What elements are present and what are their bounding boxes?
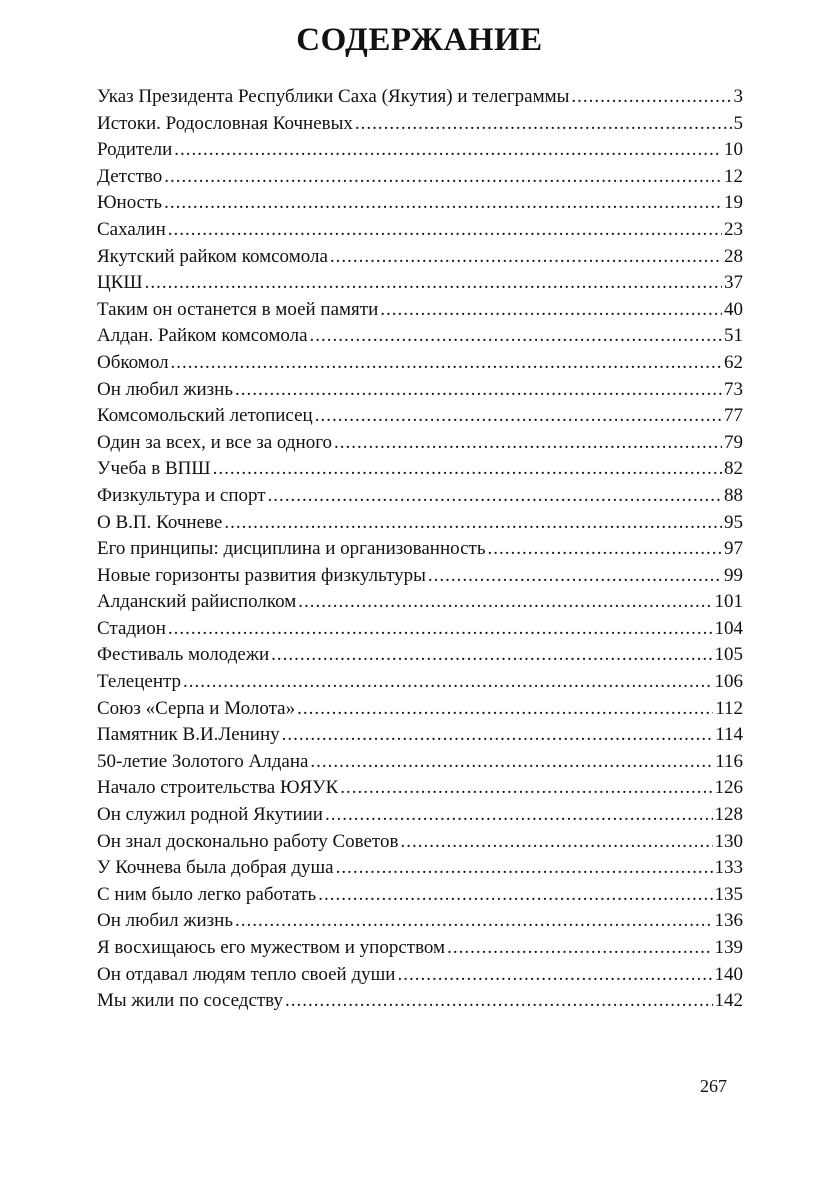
dot-leader xyxy=(297,696,713,723)
toc-entry-page: 19 xyxy=(724,192,743,214)
dot-leader xyxy=(145,270,722,297)
toc-entry-title: Физкультура и спорт xyxy=(97,484,266,506)
toc-entry-title: Учеба в ВПШ xyxy=(97,458,211,480)
toc-entry-title: Он любил жизнь xyxy=(97,378,234,400)
toc-entry xyxy=(97,589,743,616)
toc-entry xyxy=(97,377,743,404)
toc-entry-page: 112 xyxy=(715,697,743,719)
dot-leader xyxy=(168,616,713,643)
dot-leader xyxy=(325,802,713,829)
toc-entry xyxy=(97,696,743,723)
toc-entry-page: 114 xyxy=(715,724,743,746)
toc-entry-title: Фестиваль молодежи xyxy=(97,644,270,666)
toc-entry-page: 105 xyxy=(714,644,743,666)
toc-entry-title: Стадион xyxy=(97,617,166,639)
dot-leader xyxy=(235,377,722,404)
toc-entry-page: 88 xyxy=(724,484,743,506)
toc-entry-title: Он любил жизнь xyxy=(97,910,234,932)
toc-entry-page: 116 xyxy=(715,750,743,772)
toc-entry-title: С ним было легко работать xyxy=(97,883,317,905)
dot-leader xyxy=(428,563,722,590)
toc-entry xyxy=(97,563,743,590)
toc-entry-title: Я восхищаюсь его мужеством и упорством xyxy=(97,937,446,958)
dot-leader xyxy=(397,962,712,989)
toc-entry xyxy=(97,403,743,430)
toc-entry-title: Мы жили по соседству xyxy=(97,990,284,1012)
toc-entry xyxy=(97,775,743,802)
toc-entry-title: Якутский райком комсомола xyxy=(97,245,328,267)
dot-leader xyxy=(310,749,713,776)
toc-entry-page: 73 xyxy=(724,378,743,400)
toc-entry-page: 99 xyxy=(724,564,743,586)
toc-entry-page: 104 xyxy=(714,617,743,639)
toc-entry-title: Телецентр xyxy=(97,671,182,693)
toc-entry-title: Союз «Серпа и Молота» xyxy=(97,697,296,719)
toc-entry-title: Родители xyxy=(97,139,173,161)
toc-entry xyxy=(97,536,743,563)
dot-leader xyxy=(334,430,722,457)
toc-entry-page: 126 xyxy=(714,777,743,799)
dot-leader xyxy=(224,510,722,537)
toc-entry-title: 50-летие Золотого Алдана xyxy=(97,750,309,772)
page-title: СОДЕРЖАНИЕ xyxy=(296,22,543,58)
dot-leader xyxy=(315,403,722,430)
toc-entry xyxy=(97,510,743,537)
toc-entry xyxy=(97,749,743,776)
dot-leader xyxy=(355,111,732,138)
toc-entry-page: 12 xyxy=(724,165,743,187)
toc-entry xyxy=(97,882,743,909)
toc-entry xyxy=(97,908,743,935)
toc-entry xyxy=(97,935,743,962)
toc-entry-page: 51 xyxy=(724,325,743,347)
toc-entry-page: 82 xyxy=(724,458,743,480)
table-of-contents xyxy=(97,84,743,1015)
dot-leader xyxy=(268,483,722,510)
toc-entry xyxy=(97,350,743,377)
toc-entry xyxy=(97,722,743,749)
dot-leader xyxy=(213,456,722,483)
toc-entry-page: 97 xyxy=(724,538,743,560)
dot-leader xyxy=(271,642,712,669)
toc-entry-page: 10 xyxy=(724,139,743,161)
dot-leader xyxy=(330,244,722,271)
toc-entry xyxy=(97,802,743,829)
toc-entry xyxy=(97,323,743,350)
dot-leader xyxy=(310,323,722,350)
dot-leader xyxy=(298,589,712,616)
dot-leader xyxy=(174,137,722,164)
toc-entry-page: 37 xyxy=(724,272,743,294)
toc-entry xyxy=(97,217,743,244)
dot-leader xyxy=(488,536,723,563)
toc-entry-title: Начало строительства ЮЯУК xyxy=(97,777,339,799)
toc-entry xyxy=(97,111,743,138)
toc-entry xyxy=(97,962,743,989)
toc-entry xyxy=(97,190,743,217)
toc-entry-title: Один за всех, и все за одного xyxy=(97,431,333,453)
toc-entry-page: 77 xyxy=(724,405,743,427)
toc-entry-page: 62 xyxy=(724,351,743,373)
toc-entry-title: ЦКШ xyxy=(97,272,143,294)
toc-entry-title: У Кочнева была добрая душа xyxy=(97,857,334,879)
dot-leader xyxy=(571,84,731,111)
toc-entry-page: 28 xyxy=(724,245,743,267)
toc-entry-page: 133 xyxy=(714,857,743,879)
toc-entry-page: 5 xyxy=(733,112,743,134)
toc-entry-title: Комсомольский летописец xyxy=(97,405,313,427)
toc-entry-title: Детство xyxy=(97,165,163,187)
dot-leader xyxy=(336,855,713,882)
toc-entry-page: 40 xyxy=(724,298,743,320)
dot-leader xyxy=(318,882,712,909)
toc-entry-title: Его принципы: дисциплина и организованность xyxy=(97,538,486,560)
dot-leader xyxy=(282,722,714,749)
toc-entry xyxy=(97,483,743,510)
dot-leader xyxy=(164,190,722,217)
toc-entry-page: 136 xyxy=(714,910,743,932)
dot-leader xyxy=(285,988,712,1015)
toc-entry xyxy=(97,642,743,669)
toc-entry-page: 23 xyxy=(724,218,743,240)
dot-leader xyxy=(447,935,712,962)
dot-leader xyxy=(235,908,712,935)
toc-entry-page: 139 xyxy=(714,937,743,958)
dot-leader xyxy=(168,217,722,244)
toc-entry-title: Памятник В.И.Ленину xyxy=(97,724,280,746)
toc-entry xyxy=(97,297,743,324)
toc-entry xyxy=(97,84,743,111)
toc-entry-page: 128 xyxy=(714,804,743,826)
toc-entry xyxy=(97,669,743,696)
toc-entry xyxy=(97,270,743,297)
toc-entry xyxy=(97,430,743,457)
toc-entry-page: 142 xyxy=(714,990,743,1012)
toc-entry-title: Он отдавал людям тепло своей души xyxy=(97,963,396,985)
dot-leader xyxy=(340,775,712,802)
dot-leader xyxy=(400,829,712,856)
toc-entry-page: 106 xyxy=(714,671,743,693)
toc-entry-title: Алданский райисполком xyxy=(97,591,297,613)
dot-leader xyxy=(171,350,722,377)
toc-entry-page: 135 xyxy=(714,883,743,905)
toc-entry-page: 79 xyxy=(724,431,743,453)
toc-entry-title: Истоки. Родословная Кочневых xyxy=(97,112,353,134)
toc-entry xyxy=(97,855,743,882)
toc-entry-title: Новые горизонты развития физкультуры xyxy=(97,564,426,586)
toc-entry-title: Он знал досконально работу Советов xyxy=(97,830,399,852)
toc-entry-title: Алдан. Райком комсомола xyxy=(97,325,308,347)
toc-entry-page: 140 xyxy=(714,963,743,985)
toc-entry-title: Сахалин xyxy=(97,218,166,240)
toc-entry-title: О В.П. Кочневе xyxy=(97,511,223,533)
toc-entry xyxy=(97,829,743,856)
toc-entry-page: 3 xyxy=(733,86,743,107)
toc-entry-page: 95 xyxy=(724,511,743,533)
toc-entry-title: Он служил родной Якутиии xyxy=(97,804,323,826)
dot-leader xyxy=(183,669,712,696)
toc-entry-page: 101 xyxy=(714,591,743,613)
dot-leader xyxy=(380,297,722,324)
toc-entry-title: Обкомол xyxy=(97,351,169,373)
toc-entry-title: Указ Президента Республики Саха (Якутия) и телеграммы xyxy=(97,86,570,107)
toc-entry xyxy=(97,164,743,191)
toc-entry xyxy=(97,456,743,483)
toc-entry xyxy=(97,137,743,164)
toc-entry xyxy=(97,988,743,1015)
toc-entry xyxy=(97,244,743,271)
dot-leader xyxy=(164,164,722,191)
page-number: 267 xyxy=(700,1076,727,1096)
toc-entry-title: Юность xyxy=(97,192,163,214)
toc-entry-title: Таким он останется в моей памяти xyxy=(97,298,379,320)
toc-entry-page: 130 xyxy=(714,830,743,852)
toc-entry xyxy=(97,616,743,643)
